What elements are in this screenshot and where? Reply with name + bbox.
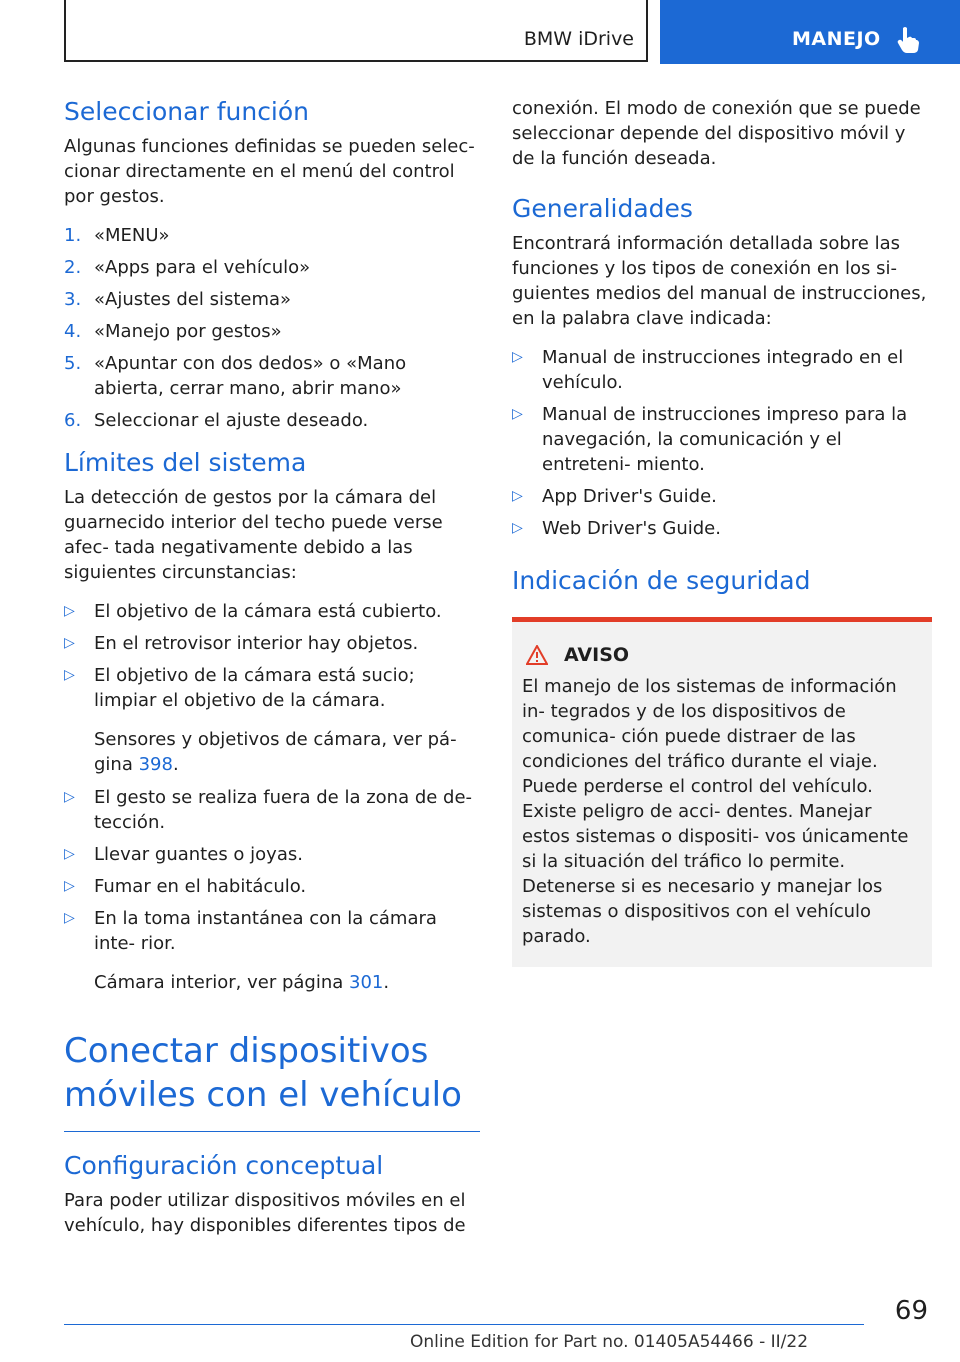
- step-text: Seleccionar el ajuste deseado.: [94, 410, 369, 431]
- footer-divider: [64, 1324, 864, 1325]
- section-label: BMW iDrive: [523, 28, 634, 50]
- reference-text: Cámara interior, ver página: [94, 972, 350, 993]
- list-item: [64, 663, 480, 713]
- section-title-seleccionar: Seleccionar función: [64, 97, 310, 126]
- limit-text: En el retrovisor interior hay objetos.: [94, 633, 419, 654]
- list-item: [64, 631, 480, 656]
- list-item: [64, 351, 480, 401]
- list-item: [64, 319, 480, 344]
- warning-header: [522, 644, 922, 666]
- page-link[interactable]: 398: [138, 754, 173, 775]
- step-text: «Apuntar con dos dedos» o «Mano abierta, cerrar mano, abrir mano»: [94, 353, 407, 399]
- step-number: 4.: [64, 321, 82, 342]
- step-text: «Manejo por gestos»: [94, 321, 282, 342]
- heading-divider: [64, 1131, 480, 1132]
- paragraph-continued: conexión. El modo de conexión que se puede seleccionar depende del dispositivo móvil y de la función deseada.: [512, 98, 921, 169]
- edition-label: Online Edition for Part no. 01405A54466 - II/22: [410, 1332, 809, 1352]
- chapter-tab: [660, 0, 960, 64]
- list-item: [64, 223, 480, 248]
- triangle-bullet-icon: ▷: [64, 635, 75, 651]
- list-item: [64, 785, 480, 835]
- limit-text: En la toma instantánea con la cámara inte- rior.: [94, 908, 437, 954]
- list-item: [64, 874, 480, 899]
- media-text: Web Driver's Guide.: [542, 518, 721, 539]
- triangle-bullet-icon: ▷: [64, 603, 75, 619]
- triangle-bullet-icon: ▷: [512, 488, 523, 504]
- hand-pointer-icon: [896, 26, 920, 54]
- warning-triangle-icon: [526, 645, 548, 665]
- step-number: 2.: [64, 257, 82, 278]
- section-tab: [64, 0, 648, 62]
- paragraph-configuracion: Para poder utilizar dispositivos móviles en el vehículo, hay disponibles diferentes tipos de: [64, 1190, 466, 1236]
- triangle-bullet-icon: ▷: [512, 406, 523, 422]
- limit-text: El gesto se realiza fuera de la zona de de- tección.: [94, 787, 473, 833]
- section-title-generalidades: Generalidades: [512, 194, 693, 223]
- header-bar: [0, 0, 960, 66]
- list-item: [512, 345, 932, 395]
- step-text: «Ajustes del sistema»: [94, 289, 292, 310]
- limit-text: El objetivo de la cámara está sucio; limpiar el objetivo de la cámara.: [94, 665, 415, 711]
- paragraph-limites: La detección de gestos por la cámara del guarnecido interior del techo puede verse afec- tada negativamente debido a las siguientes circunstancias:: [64, 487, 443, 583]
- step-number: 1.: [64, 225, 82, 246]
- page-link[interactable]: 301: [349, 972, 384, 993]
- section-title-configuracion: Configuración conceptual: [64, 1151, 384, 1180]
- limit-text: El objetivo de la cámara está cubierto.: [94, 601, 442, 622]
- list-item: [512, 402, 932, 477]
- cross-reference: Cámara interior, ver página 301.: [94, 972, 390, 993]
- triangle-bullet-icon: ▷: [64, 910, 75, 926]
- chapter-heading: Conectar dispositivos móviles con el vehículo: [64, 1031, 462, 1115]
- warning-title: AVISO: [564, 644, 630, 666]
- right-column: [512, 96, 932, 967]
- section-title-limites: Límites del sistema: [64, 448, 307, 477]
- media-text: Manual de instrucciones impreso para la navegación, la comunicación y el entreteni- miento.: [542, 404, 908, 475]
- triangle-bullet-icon: ▷: [64, 789, 75, 805]
- list-item: [64, 255, 480, 280]
- triangle-bullet-icon: ▷: [512, 520, 523, 536]
- left-column: [64, 96, 480, 1252]
- step-number: 6.: [64, 410, 82, 431]
- step-text: «MENU»: [94, 225, 170, 246]
- warning-box: [512, 617, 932, 967]
- list-item: [512, 484, 932, 509]
- step-number: 5.: [64, 353, 82, 374]
- list-item: [64, 842, 480, 867]
- cross-reference: Sensores y objetivos de cámara, ver pá- gina 398.: [94, 729, 457, 775]
- triangle-bullet-icon: ▷: [512, 349, 523, 365]
- limit-text: Llevar guantes o joyas.: [94, 844, 303, 865]
- reference-text: Sensores y objetivos de cámara, ver pá- gina: [94, 729, 457, 775]
- limits-list: [64, 599, 480, 713]
- page-number: 69: [894, 1296, 928, 1326]
- warning-text: El manejo de los sistemas de información in- tegrados y de los dispositivos de comunica- ción puede distraer de las condiciones del tráfico durante el viaje. Puede perderse el control del vehículo. Existe peligro de acci- dentes. Manejar estos sistemas o dispositi- vos únicamente si la situación del tráfico lo permite. Detenerse si es necesario y manejar los sistemas o dispositivos con el vehículo parado.: [522, 676, 909, 947]
- steps-list: [64, 223, 480, 433]
- section-title-seguridad: Indicación de seguridad: [512, 566, 811, 595]
- step-number: 3.: [64, 289, 82, 310]
- paragraph-generalidades: Encontrará información detallada sobre las funciones y los tipos de conexión en los si- guientes medios del manual de instrucciones, en la palabra clave indicada:: [512, 233, 927, 329]
- list-item: [64, 287, 480, 312]
- list-item: [512, 516, 932, 541]
- limit-text: Fumar en el habitáculo.: [94, 876, 307, 897]
- media-list: [512, 345, 932, 541]
- media-text: Manual de instrucciones integrado en el vehículo.: [542, 347, 904, 393]
- paragraph-intro: Algunas funciones definidas se pueden selec- cionar directamente en el menú del control por gestos.: [64, 136, 475, 207]
- list-item: [64, 906, 480, 956]
- list-item: [64, 599, 480, 624]
- chapter-label: MANEJO: [792, 28, 881, 50]
- limits-list-continued: [64, 785, 480, 956]
- triangle-bullet-icon: ▷: [64, 846, 75, 862]
- triangle-bullet-icon: ▷: [64, 878, 75, 894]
- media-text: App Driver's Guide.: [542, 486, 717, 507]
- list-item: [64, 408, 480, 433]
- triangle-bullet-icon: ▷: [64, 667, 75, 683]
- step-text: «Apps para el vehículo»: [94, 257, 311, 278]
